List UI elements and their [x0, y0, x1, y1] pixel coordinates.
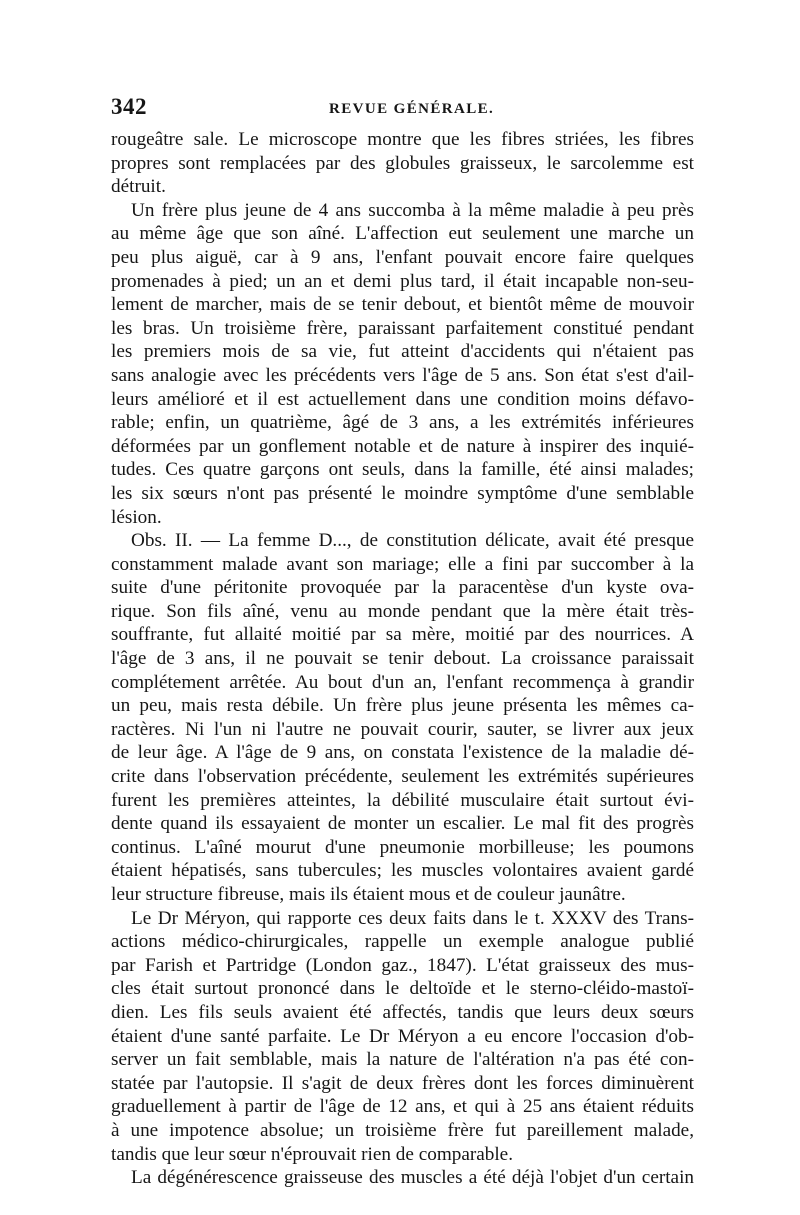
- text-line: souffrante, fut allaité moitié par sa mère, moitié par des nourrices. A: [111, 624, 694, 646]
- text-line: Un frère plus jeune de 4 ans succomba à la même maladie à peu près: [131, 199, 694, 221]
- page-number: 342: [111, 94, 147, 119]
- text-line: actions médico-chirurgicales, rappelle un exemple analogue publié: [111, 931, 694, 953]
- text-line: cles était surtout prononcé dans le deltoïde et le sterno-cléido-mastoï-: [111, 978, 694, 1000]
- running-title: REVUE GÉNÉRALE.: [329, 101, 495, 117]
- text-line: peu plus aiguë, car à 9 ans, l'enfant pouvait encore faire quelques: [111, 246, 694, 268]
- text-line: étaient hépatisés, sans tubercules; les muscles volontaires avaient gardé: [111, 860, 694, 882]
- paragraph-2: [111, 199, 694, 529]
- text-line: crite dans l'observation précédente, seulement les extrémités supérieures: [111, 766, 694, 788]
- text-line: continus. L'aîné mourut d'une pneumonie morbilleuse; les poumons: [111, 836, 694, 858]
- paragraph-5: [111, 1166, 694, 1190]
- text-line: lement de marcher, mais de se tenir debout, et bientôt même de mouvoir: [111, 294, 694, 316]
- text-line: rable; enfin, un quatrième, âgé de 3 ans, a les extrémités inférieures: [111, 412, 694, 434]
- text-line: server un fait semblable, mais la nature de l'altération n'a pas été con-: [111, 1049, 694, 1071]
- text-line: rougeâtre sale. Le microscope montre que les fibres striées, les fibres: [111, 129, 694, 150]
- text-line: les six sœurs n'ont pas présenté le moindre symptôme d'une semblable: [111, 482, 694, 504]
- text-line: dien. Les fils seuls avaient été affectés, tandis que leurs deux sœurs: [111, 1001, 694, 1023]
- document-page: [111, 92, 694, 1190]
- text-line: les bras. Un troisième frère, paraissant parfaitement constitué pendant: [111, 317, 694, 339]
- text-line: les premiers mois de sa vie, fut atteint d'accidents qui n'étaient pas: [111, 341, 694, 363]
- text-line: rique. Son fils aîné, venu au monde pendant que la mère était très-: [111, 600, 694, 622]
- text-line: graduellement à partir de l'âge de 12 ans, et qui à 25 ans étaient réduits: [111, 1096, 694, 1118]
- text-line: étaient d'une santé parfaite. Le Dr Méryon a eu encore l'occasion d'ob-: [111, 1025, 694, 1047]
- text-line: leurs amélioré et il est actuellement dans une condition moins défavo-: [111, 388, 694, 410]
- text-line: propres sont remplacées par des globules graisseux, le sarcolemme est: [111, 152, 694, 174]
- text-line: déformées par un gonflement notable et de nature à inspirer des inquié-: [111, 435, 694, 457]
- text-line: statée par l'autopsie. Il s'agit de deux frères dont les forces diminuèrent: [111, 1072, 694, 1094]
- text-line: Le Dr Méryon, qui rapporte ces deux faits dans le t. XXXV des Trans-: [131, 907, 694, 929]
- text-line: de leur âge. A l'âge de 9 ans, on constata l'existence de la maladie dé-: [111, 742, 694, 764]
- text-line: lésion.: [111, 506, 162, 528]
- text-line: constamment malade avant son mariage; elle a fini par succomber à la: [111, 553, 694, 575]
- text-line: détruit.: [111, 176, 166, 198]
- text-line: à une impotence absolue; un troisième frère fut pareillement malade,: [111, 1119, 694, 1141]
- text-line: suite d'une péritonite provoquée par la paracentèse d'un kyste ova-: [111, 577, 694, 599]
- text-line: complétement arrêtée. Au bout d'un an, l'enfant recommença à grandir: [111, 671, 694, 693]
- paragraph-1: [111, 128, 694, 199]
- text-line: un peu, mais resta débile. Un frère plus jeune présenta les mêmes ca-: [111, 695, 694, 717]
- text-line: l'âge de 3 ans, il ne pouvait se tenir debout. La croissance paraissait: [111, 648, 694, 670]
- text-line: promenades à pied; un an et demi plus tard, il était incapable non-seu-: [111, 270, 694, 292]
- text-line: ractères. Ni l'un ni l'autre ne pouvait courir, sauter, se livrer aux jeux: [111, 718, 694, 740]
- paragraph-4: [111, 907, 694, 1167]
- text-line: au même âge que son aîné. L'affection eut seulement une marche un: [111, 223, 694, 245]
- text-line: La dégénérescence graisseuse des muscles a été déjà l'objet d'un certain: [131, 1167, 694, 1189]
- text-line: leur structure fibreuse, mais ils étaient mous et de couleur jaunâtre.: [111, 884, 626, 905]
- text-line: par Farish et Partridge (London gaz., 1847). L'état graisseux des mus-: [111, 954, 694, 976]
- page-header: [111, 92, 694, 122]
- text-line: tudes. Ces quatre garçons ont seuls, dans la famille, été ainsi malades;: [111, 459, 694, 481]
- text-line: Obs. II. — La femme D..., de constitution délicate, avait été presque: [131, 530, 694, 552]
- text-line: furent les premières atteintes, la débilité musculaire était surtout évi-: [111, 789, 694, 811]
- text-line: sans analogie avec les précédents vers l'âge de 5 ans. Son état s'est d'ail-: [111, 364, 694, 386]
- text-line: tandis que leur sœur n'éprouvait rien de comparable.: [111, 1143, 513, 1165]
- paragraph-3: [111, 529, 694, 907]
- text-line: dente quand ils essayaient de monter un escalier. Le mal fit des progrès: [111, 813, 694, 835]
